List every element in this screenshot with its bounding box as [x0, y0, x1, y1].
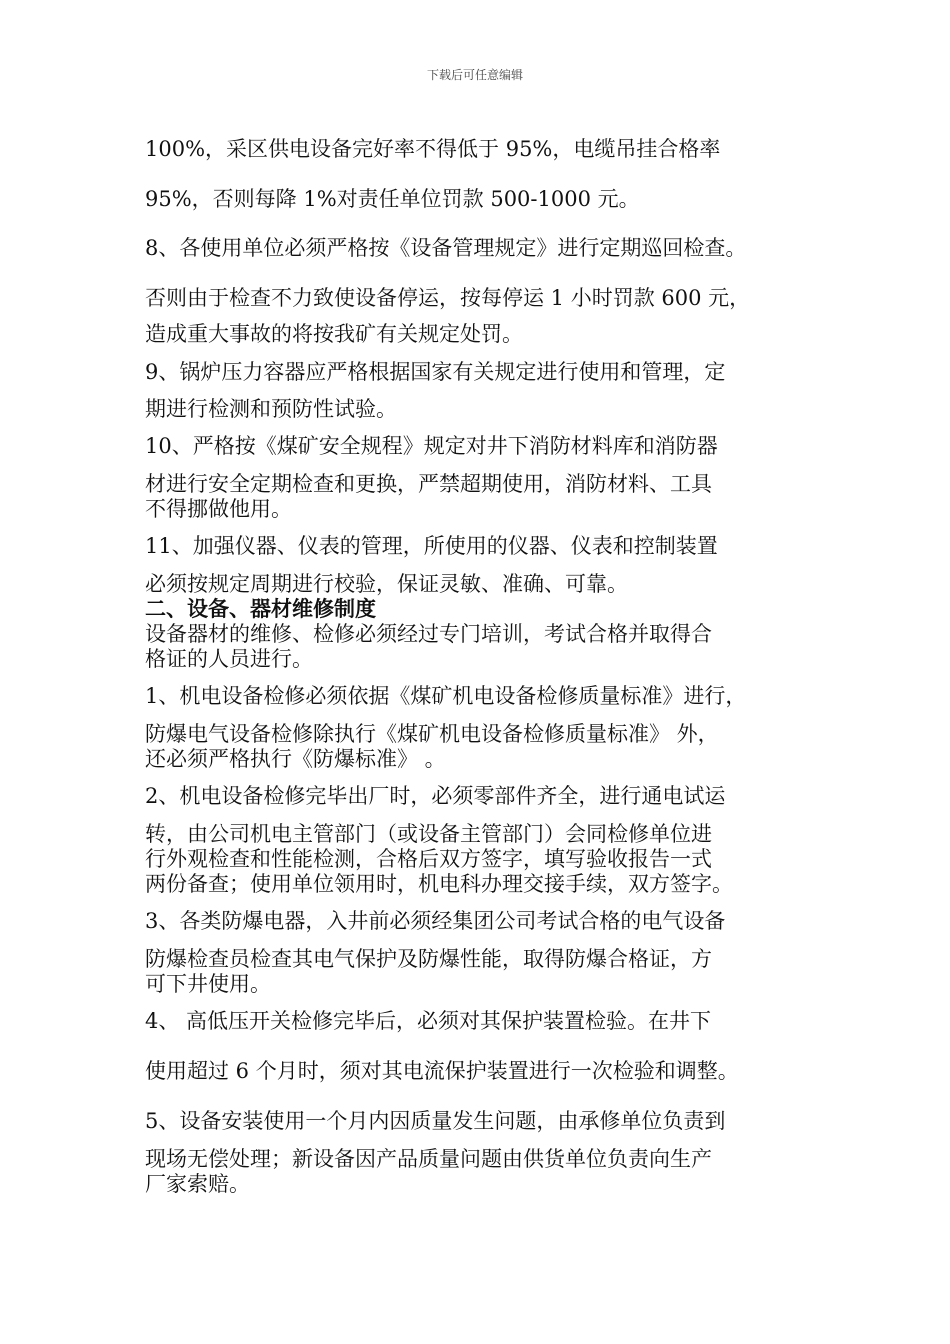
paragraph-line: 使用超过 6 个月时，须对其电流保护装置进行一次检验和调整。	[145, 1059, 739, 1083]
paragraph-line: 9、锅炉压力容器应严格根据国家有关规定进行使用和管理，定	[145, 360, 726, 384]
paragraph-line: 95%，否则每降 1%对责任单位罚款 500-1000 元。	[145, 187, 640, 211]
paragraph-line: 5、设备安装使用一个月内因质量发生问题，由承修单位负责到	[145, 1109, 726, 1133]
paragraph-line: 转，由公司机电主管部门（或设备主管部门）会同检修单位进	[145, 822, 712, 846]
section-heading: 二、设备、器材维修制度	[145, 596, 376, 621]
paragraph-line: 还必须严格执行《防爆标准》 。	[145, 747, 446, 771]
paragraph-line: 不得挪做他用。	[145, 497, 292, 521]
paragraph-line: 10、严格按《煤矿安全规程》规定对井下消防材料库和消防器	[145, 434, 718, 458]
paragraph-line: 11、加强仪器、仪表的管理，所使用的仪器、仪表和控制装置	[145, 534, 718, 558]
paragraph-line: 防爆检查员检查其电气保护及防爆性能，取得防爆合格证，方	[145, 947, 712, 971]
paragraph-line: 否则由于检查不力致使设备停运，按每停运 1 小时罚款 600 元，	[145, 286, 751, 310]
paragraph-line: 可下井使用。	[145, 972, 271, 996]
paragraph-line: 两份备查；使用单位领用时，机电科办理交接手续，双方签字。	[145, 872, 733, 896]
paragraph-line: 现场无偿处理；新设备因产品质量问题由供货单位负责向生产	[145, 1147, 712, 1171]
paragraph-line: 期进行检测和预防性试验。	[145, 397, 397, 421]
paragraph-line: 格证的人员进行。	[145, 647, 313, 671]
paragraph-line: 2、机电设备检修完毕出厂时，必须零部件齐全，进行通电试运	[145, 784, 726, 808]
page-header: 下载后可任意编辑	[426, 68, 523, 82]
paragraph-line: 防爆电气设备检修除执行《煤矿机电设备检修质量标准》 外，	[145, 722, 719, 746]
paragraph-line: 3、各类防爆电器，入井前必须经集团公司考试合格的电气设备	[145, 909, 726, 933]
paragraph-line: 必须按规定周期进行校验，保证灵敏、准确、可靠。	[145, 572, 628, 596]
paragraph-line: 4、 高低压开关检修完毕后，必须对其保护装置检验。在井下	[145, 1009, 712, 1033]
paragraph-line: 厂家索赔。	[145, 1172, 250, 1196]
paragraph-line: 造成重大事故的将按我矿有关规定处罚。	[145, 322, 523, 346]
paragraph-line: 设备器材的维修、检修必须经过专门培训，考试合格并取得合	[145, 622, 712, 646]
paragraph-line: 100%，采区供电设备完好率不得低于 95%，电缆吊挂合格率	[145, 137, 721, 161]
paragraph-line: 8、各使用单位必须严格按《设备管理规定》进行定期巡回检查。	[145, 236, 747, 260]
paragraph-line: 材进行安全定期检查和更换，严禁超期使用，消防材料、工具	[145, 472, 712, 496]
paragraph-line: 行外观检查和性能检测，合格后双方签字，填写验收报告一式	[145, 847, 712, 871]
paragraph-line: 1、机电设备检修必须依据《煤矿机电设备检修质量标准》进行，	[145, 684, 747, 708]
